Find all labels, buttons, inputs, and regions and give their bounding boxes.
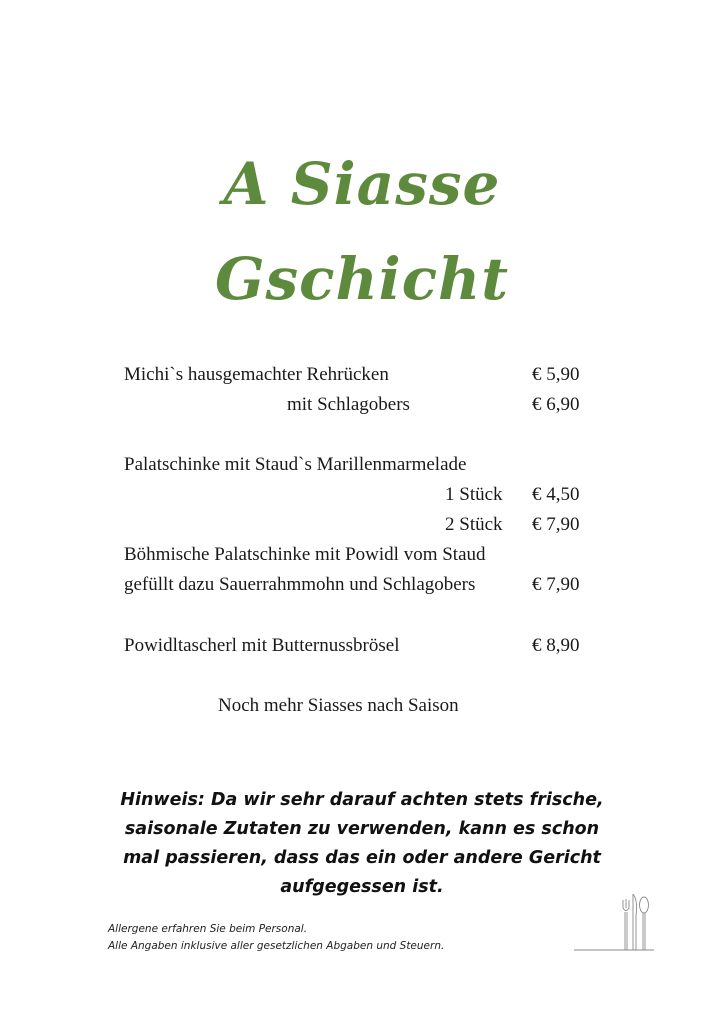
- item-boehmische-price: € 7,90: [532, 574, 580, 595]
- item-boehmische-line-1: Böhmische Palatschinke mit Powidl vom Staud: [124, 544, 486, 565]
- menu-title-line-1: A Siasse: [223, 150, 501, 218]
- cutlery-icon: [572, 888, 656, 954]
- item-powidltascherl-name: Powidltascherl mit Butternussbrösel: [124, 635, 400, 656]
- allergen-info: Allergene erfahren Sie beim Personal.: [108, 923, 308, 935]
- item-palatschinke-qty-2: 2 Stück: [445, 514, 503, 535]
- item-palatschinke-price-2: € 7,90: [532, 514, 580, 535]
- item-powidltascherl-price: € 8,90: [532, 635, 580, 656]
- item-rehruecken-option: mit Schlagobers: [287, 394, 410, 415]
- item-palatschinke-name: Palatschinke mit Staud`s Marillenmarmelade: [124, 454, 467, 475]
- availability-notice: Hinweis: Da wir sehr darauf achten stets frische, saisonale Zutaten zu verwenden, kann es schon mal passieren, dass das ein oder andere Gericht aufgegessen ist.: [120, 790, 604, 897]
- item-rehruecken-name: Michi`s hausgemachter Rehrücken: [124, 364, 389, 385]
- item-rehruecken-option-price: € 6,90: [532, 394, 580, 415]
- seasonal-note: Noch mehr Siasses nach Saison: [218, 695, 459, 716]
- item-boehmische-line-2: gefüllt dazu Sauerrahmmohn und Schlagobers: [124, 574, 476, 595]
- item-rehruecken-price: € 5,90: [532, 364, 580, 385]
- menu-title-line-2: Gschicht: [215, 245, 509, 313]
- item-palatschinke-qty-1: 1 Stück: [445, 484, 503, 505]
- item-palatschinke-price-1: € 4,50: [532, 484, 580, 505]
- tax-info: Alle Angaben inklusive aller gesetzlichen Abgaben und Steuern.: [108, 940, 445, 952]
